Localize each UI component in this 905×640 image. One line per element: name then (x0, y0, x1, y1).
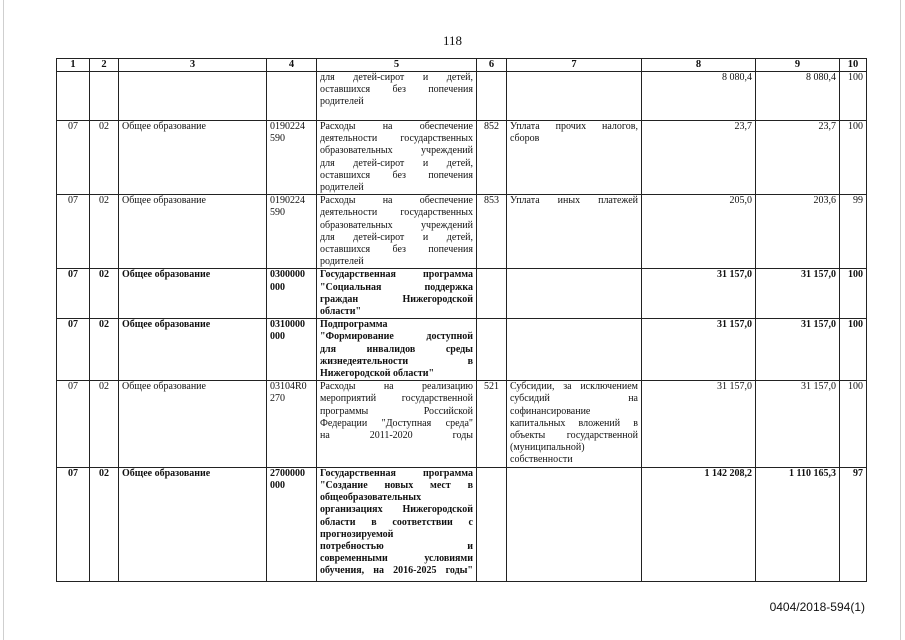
expense-type-name-cell (507, 72, 642, 121)
expense-type-name-cell-line: софинансирование (510, 405, 591, 417)
expense-type-name-cell-line: Уплата прочих налогов, (510, 121, 638, 132)
article-name-cell (317, 269, 477, 319)
table-row (57, 467, 867, 581)
article-name-cell-line: Государственная программа (320, 269, 473, 281)
subsection-code-cell: 02 (90, 467, 119, 581)
table-header-row (57, 59, 867, 72)
expense-type-code-cell (477, 72, 507, 121)
target-article-cell-line: 2700000 (270, 467, 305, 479)
planned-amount-cell: 31 157,0 (642, 269, 756, 319)
article-name-cell-line: для детей-сирот и детей, (320, 231, 473, 243)
article-name-cell-line: деятельности государственных (320, 133, 473, 145)
article-name-cell (317, 467, 477, 581)
expense-type-name-cell-line: собственности (510, 454, 573, 466)
article-name-cell-line: организациях Нижегородской (320, 504, 473, 516)
article-name-cell-line: родителей (320, 96, 364, 108)
execution-percent-cell: 99 (840, 195, 867, 269)
article-name-cell-line: деятельности государственных (320, 207, 473, 219)
article-name-cell-line: обучения, на 2016-2025 годы" (320, 565, 473, 577)
section-name-cell: Общее образование (119, 121, 267, 195)
table-row (57, 121, 867, 195)
article-name-cell-line: граждан Нижегородской (320, 293, 473, 305)
article-name-cell-line: программы Российской (320, 405, 473, 417)
section-code-cell: 07 (57, 121, 90, 195)
article-name-cell-line: оставшихся без попечения (320, 244, 473, 256)
section-name-cell: Общее образование (119, 195, 267, 269)
subsection-code-cell (90, 72, 119, 121)
expense-type-name-cell (507, 269, 642, 319)
column-header-2: 2 (90, 59, 119, 72)
section-code-cell: 07 (57, 269, 90, 319)
column-header-7: 7 (507, 59, 642, 72)
execution-percent-cell: 97 (840, 467, 867, 581)
article-name-cell-line: для детей-сирот и детей, (320, 72, 473, 83)
executed-amount-cell: 1 110 165,3 (756, 467, 840, 581)
article-name-cell (317, 195, 477, 269)
expense-type-code-cell: 853 (477, 195, 507, 269)
section-code-cell: 07 (57, 467, 90, 581)
expense-type-name-cell-line: Субсидии, за исключением (510, 381, 638, 393)
expense-type-name-cell (507, 195, 642, 269)
target-article-cell-line: 0190224 (270, 195, 305, 207)
article-name-cell-line: образовательных учреждений (320, 145, 473, 157)
scan-edge-left (3, 0, 4, 640)
article-name-cell-line: Расходы на реализацию (320, 381, 473, 393)
execution-percent-cell: 100 (840, 269, 867, 319)
expense-type-name-cell-line: капитальных вложений в (510, 417, 638, 429)
target-article-cell-line: 03104R0 (270, 381, 307, 393)
table-row (57, 269, 867, 319)
target-article-cell-line: 590 (270, 133, 285, 145)
expense-type-name-cell (507, 467, 642, 581)
section-name-cell (119, 72, 267, 121)
section-name-cell: Общее образование (119, 269, 267, 319)
executed-amount-cell: 8 080,4 (756, 72, 840, 121)
planned-amount-cell: 31 157,0 (642, 381, 756, 467)
section-name-cell: Общее образование (119, 381, 267, 467)
subsection-code-cell: 02 (90, 121, 119, 195)
section-code-cell (57, 72, 90, 121)
target-article-cell-line: 000 (270, 479, 285, 491)
target-article-cell-line: 270 (270, 393, 285, 405)
section-name-cell: Общее образование (119, 467, 267, 581)
target-article-cell-line: 0190224 (270, 121, 305, 132)
article-name-cell-line: оставшихся без попечения (320, 169, 473, 181)
article-name-cell-line: общеобразовательных (320, 492, 422, 504)
expense-type-name-cell-line: Уплата иных платежей (510, 195, 638, 207)
table-row (57, 381, 867, 467)
expense-type-name-cell (507, 319, 642, 381)
executed-amount-cell: 31 157,0 (756, 319, 840, 381)
target-article-cell-line: 590 (270, 207, 285, 219)
target-article-cell-line: 0300000 (270, 269, 305, 281)
table-row (57, 319, 867, 381)
planned-amount-cell: 31 157,0 (642, 319, 756, 381)
target-article-cell (267, 467, 317, 581)
planned-amount-cell: 205,0 (642, 195, 756, 269)
article-name-cell-line: "Формирование доступной (320, 331, 473, 343)
article-name-cell-line: оставшихся без попечения (320, 84, 473, 96)
execution-percent-cell: 100 (840, 121, 867, 195)
expense-type-name-cell-line: (муниципальной) (510, 442, 585, 454)
column-header-5: 5 (317, 59, 477, 72)
page-number: 118 (442, 33, 463, 48)
article-name-cell-line: "Социальная поддержка (320, 281, 473, 293)
planned-amount-cell: 1 142 208,2 (642, 467, 756, 581)
target-article-cell-line: 0310000 (270, 319, 305, 331)
article-name-cell-line: для инвалидов среды (320, 343, 473, 355)
table-row (57, 72, 867, 121)
subsection-code-cell: 02 (90, 381, 119, 467)
article-name-cell-line: Государственная программа (320, 467, 473, 479)
budget-table (56, 58, 867, 582)
column-header-9: 9 (756, 59, 840, 72)
expense-type-code-cell: 521 (477, 381, 507, 467)
planned-amount-cell: 23,7 (642, 121, 756, 195)
article-name-cell-line: для детей-сирот и детей, (320, 157, 473, 169)
article-name-cell-line: прогнозируемой (320, 528, 394, 540)
section-code-cell: 07 (57, 319, 90, 381)
article-name-cell-line: современными условиями (320, 553, 473, 565)
expense-type-name-cell-line: субсидий на (510, 393, 638, 405)
execution-percent-cell: 100 (840, 72, 867, 121)
planned-amount-cell: 8 080,4 (642, 72, 756, 121)
column-header-1: 1 (57, 59, 90, 72)
article-name-cell-line: мероприятий государственной (320, 393, 473, 405)
article-name-cell-line: потребностью и (320, 540, 473, 552)
expense-type-code-cell (477, 319, 507, 381)
execution-percent-cell: 100 (840, 319, 867, 381)
article-name-cell-line: Федерации "Доступная среда" (320, 417, 473, 429)
article-name-cell (317, 72, 477, 121)
column-header-10: 10 (840, 59, 867, 72)
column-header-3: 3 (119, 59, 267, 72)
article-name-cell-line: области в соответствии с (320, 516, 473, 528)
subsection-code-cell: 02 (90, 319, 119, 381)
section-code-cell: 07 (57, 195, 90, 269)
section-name-cell: Общее образование (119, 319, 267, 381)
expense-type-code-cell (477, 467, 507, 581)
article-name-cell-line: области" (320, 306, 362, 318)
target-article-cell (267, 72, 317, 121)
column-header-4: 4 (267, 59, 317, 72)
article-name-cell-line: образовательных учреждений (320, 219, 473, 231)
article-name-cell-line: родителей (320, 182, 364, 194)
expense-type-name-cell-line: объекты государственной (510, 430, 638, 442)
article-name-cell (317, 381, 477, 467)
expense-type-code-cell: 852 (477, 121, 507, 195)
target-article-cell (267, 195, 317, 269)
article-name-cell-line: Расходы на обеспечение (320, 121, 473, 132)
document-number: 0404/2018-594(1) (769, 600, 865, 614)
table-row (57, 195, 867, 269)
section-code-cell: 07 (57, 381, 90, 467)
article-name-cell-line: жизнедеятельности в (320, 355, 473, 367)
article-name-cell-line: Нижегородской области" (320, 368, 435, 380)
executed-amount-cell: 23,7 (756, 121, 840, 195)
target-article-cell-line: 000 (270, 331, 285, 343)
expense-type-name-cell-line: сборов (510, 133, 540, 145)
expense-type-name-cell (507, 121, 642, 195)
target-article-cell (267, 381, 317, 467)
executed-amount-cell: 31 157,0 (756, 381, 840, 467)
article-name-cell-line: Расходы на обеспечение (320, 195, 473, 207)
execution-percent-cell: 100 (840, 381, 867, 467)
subsection-code-cell: 02 (90, 269, 119, 319)
column-header-6: 6 (477, 59, 507, 72)
article-name-cell-line: родителей (320, 256, 364, 268)
executed-amount-cell: 203,6 (756, 195, 840, 269)
executed-amount-cell: 31 157,0 (756, 269, 840, 319)
expense-type-name-cell (507, 381, 642, 467)
target-article-cell (267, 269, 317, 319)
scan-edge-right (900, 0, 901, 640)
target-article-cell (267, 121, 317, 195)
article-name-cell-line: на 2011-2020 годы (320, 430, 473, 442)
article-name-cell-line: "Создание новых мест в (320, 479, 473, 491)
article-name-cell (317, 319, 477, 381)
expense-type-code-cell (477, 269, 507, 319)
article-name-cell (317, 121, 477, 195)
subsection-code-cell: 02 (90, 195, 119, 269)
target-article-cell-line: 000 (270, 281, 285, 293)
column-header-8: 8 (642, 59, 756, 72)
article-name-cell-line: Подпрограмма (320, 319, 388, 331)
target-article-cell (267, 319, 317, 381)
